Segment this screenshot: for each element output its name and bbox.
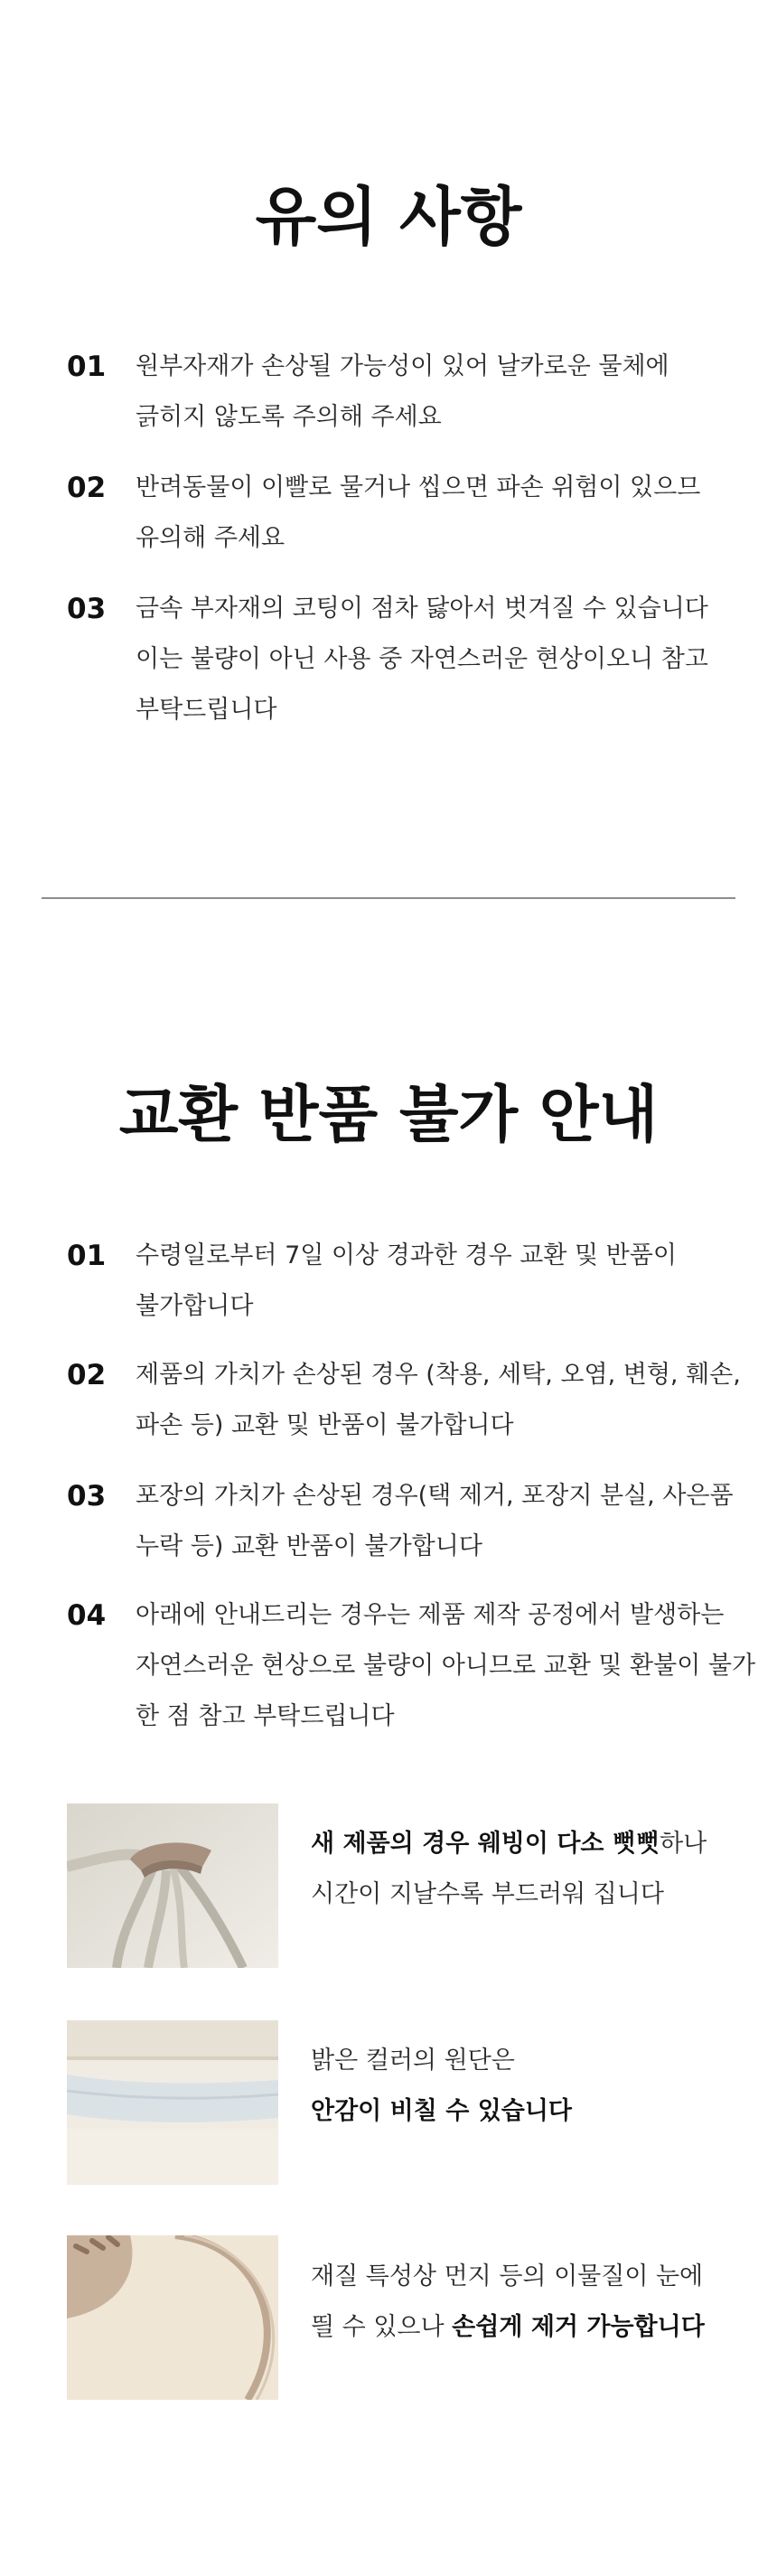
item-number: 03 (67, 593, 107, 625)
item-number: 04 (67, 1599, 107, 1632)
note-text: 띌 수 있으나 (311, 2313, 453, 2341)
item-number: 03 (67, 1480, 107, 1513)
item-line: 한 점 참고 부탁드립니다 (136, 1702, 395, 1730)
item-line: 부탁드립니다 (136, 696, 277, 724)
item-text (136, 342, 723, 443)
note-text: 밝은 컬러의 원단은 (311, 2047, 515, 2075)
note-2-text (311, 2036, 763, 2137)
item-text (136, 1471, 734, 1572)
precautions-title: 유의 사항 (255, 180, 522, 254)
item-line: 금속 부자재의 코팅이 점차 닳아서 벗겨질 수 있습니다 (136, 595, 708, 623)
item-line: 수령일로부터 7일 이상 경과한 경우 교환 및 반품이 (136, 1241, 677, 1269)
fabric-lining-photo (67, 2020, 278, 2185)
item-line: 제품의 가치가 손상된 경우 (착용, 세탁, 오염, 변형, 훼손, (136, 1361, 741, 1389)
no-exchange-title: 교환 반품 불가 안내 (118, 1080, 659, 1151)
item-line: 불가합니다 (136, 1292, 254, 1320)
item-number: 01 (67, 1240, 107, 1272)
item-text (136, 1350, 741, 1451)
item-line: 긁히지 않도록 주의해 주세요 (136, 403, 442, 431)
item-line: 원부자재가 손상될 가능성이 있어 날카로운 물체에 (136, 352, 669, 380)
item-text (136, 1590, 756, 1742)
webbing-strap-photo (67, 1803, 278, 1968)
item-line: 파손 등) 교환 및 반품이 불가합니다 (136, 1411, 514, 1439)
note-1-text (311, 1819, 763, 1920)
note-emphasis: 안감이 비칠 수 있습니다 (311, 2097, 573, 2125)
item-text (136, 463, 723, 564)
section-divider (42, 897, 735, 899)
item-line: 유의해 주세요 (136, 524, 286, 552)
item-line: 이는 불량이 아닌 사용 중 자연스러운 현상이오니 참고 (136, 645, 708, 673)
item-number: 02 (67, 472, 107, 504)
note-text: 재질 특성상 먼지 등의 이물질이 눈에 (311, 2262, 704, 2290)
item-line: 포장의 가치가 손상된 경우(택 제거, 포장지 분실, 사은품 (136, 1482, 734, 1510)
item-text (136, 1231, 723, 1332)
note-emphasis: 새 제품의 경우 웨빙이 다소 뻣뻣 (311, 1830, 660, 1858)
item-number: 01 (67, 351, 107, 383)
item-line: 자연스러운 현상으로 불량이 아니므로 교환 및 환불이 불가 (136, 1652, 756, 1680)
item-line: 반려동물이 이빨로 물거나 씹으면 파손 위험이 있으므 (136, 473, 701, 501)
item-text (136, 584, 723, 735)
note-text: 하나 (660, 1830, 707, 1858)
note-emphasis: 손쉽게 제거 가능합니다 (452, 2313, 705, 2341)
item-number: 02 (67, 1359, 107, 1391)
item-line: 아래에 안내드리는 경우는 제품 제작 공정에서 발생하는 (136, 1601, 725, 1629)
note-3-text (311, 2252, 763, 2353)
logo-patch-photo (67, 2235, 278, 2400)
note-text: 시간이 지날수록 부드러워 집니다 (311, 1880, 664, 1908)
item-line: 누락 등) 교환 반품이 불가합니다 (136, 1532, 482, 1560)
